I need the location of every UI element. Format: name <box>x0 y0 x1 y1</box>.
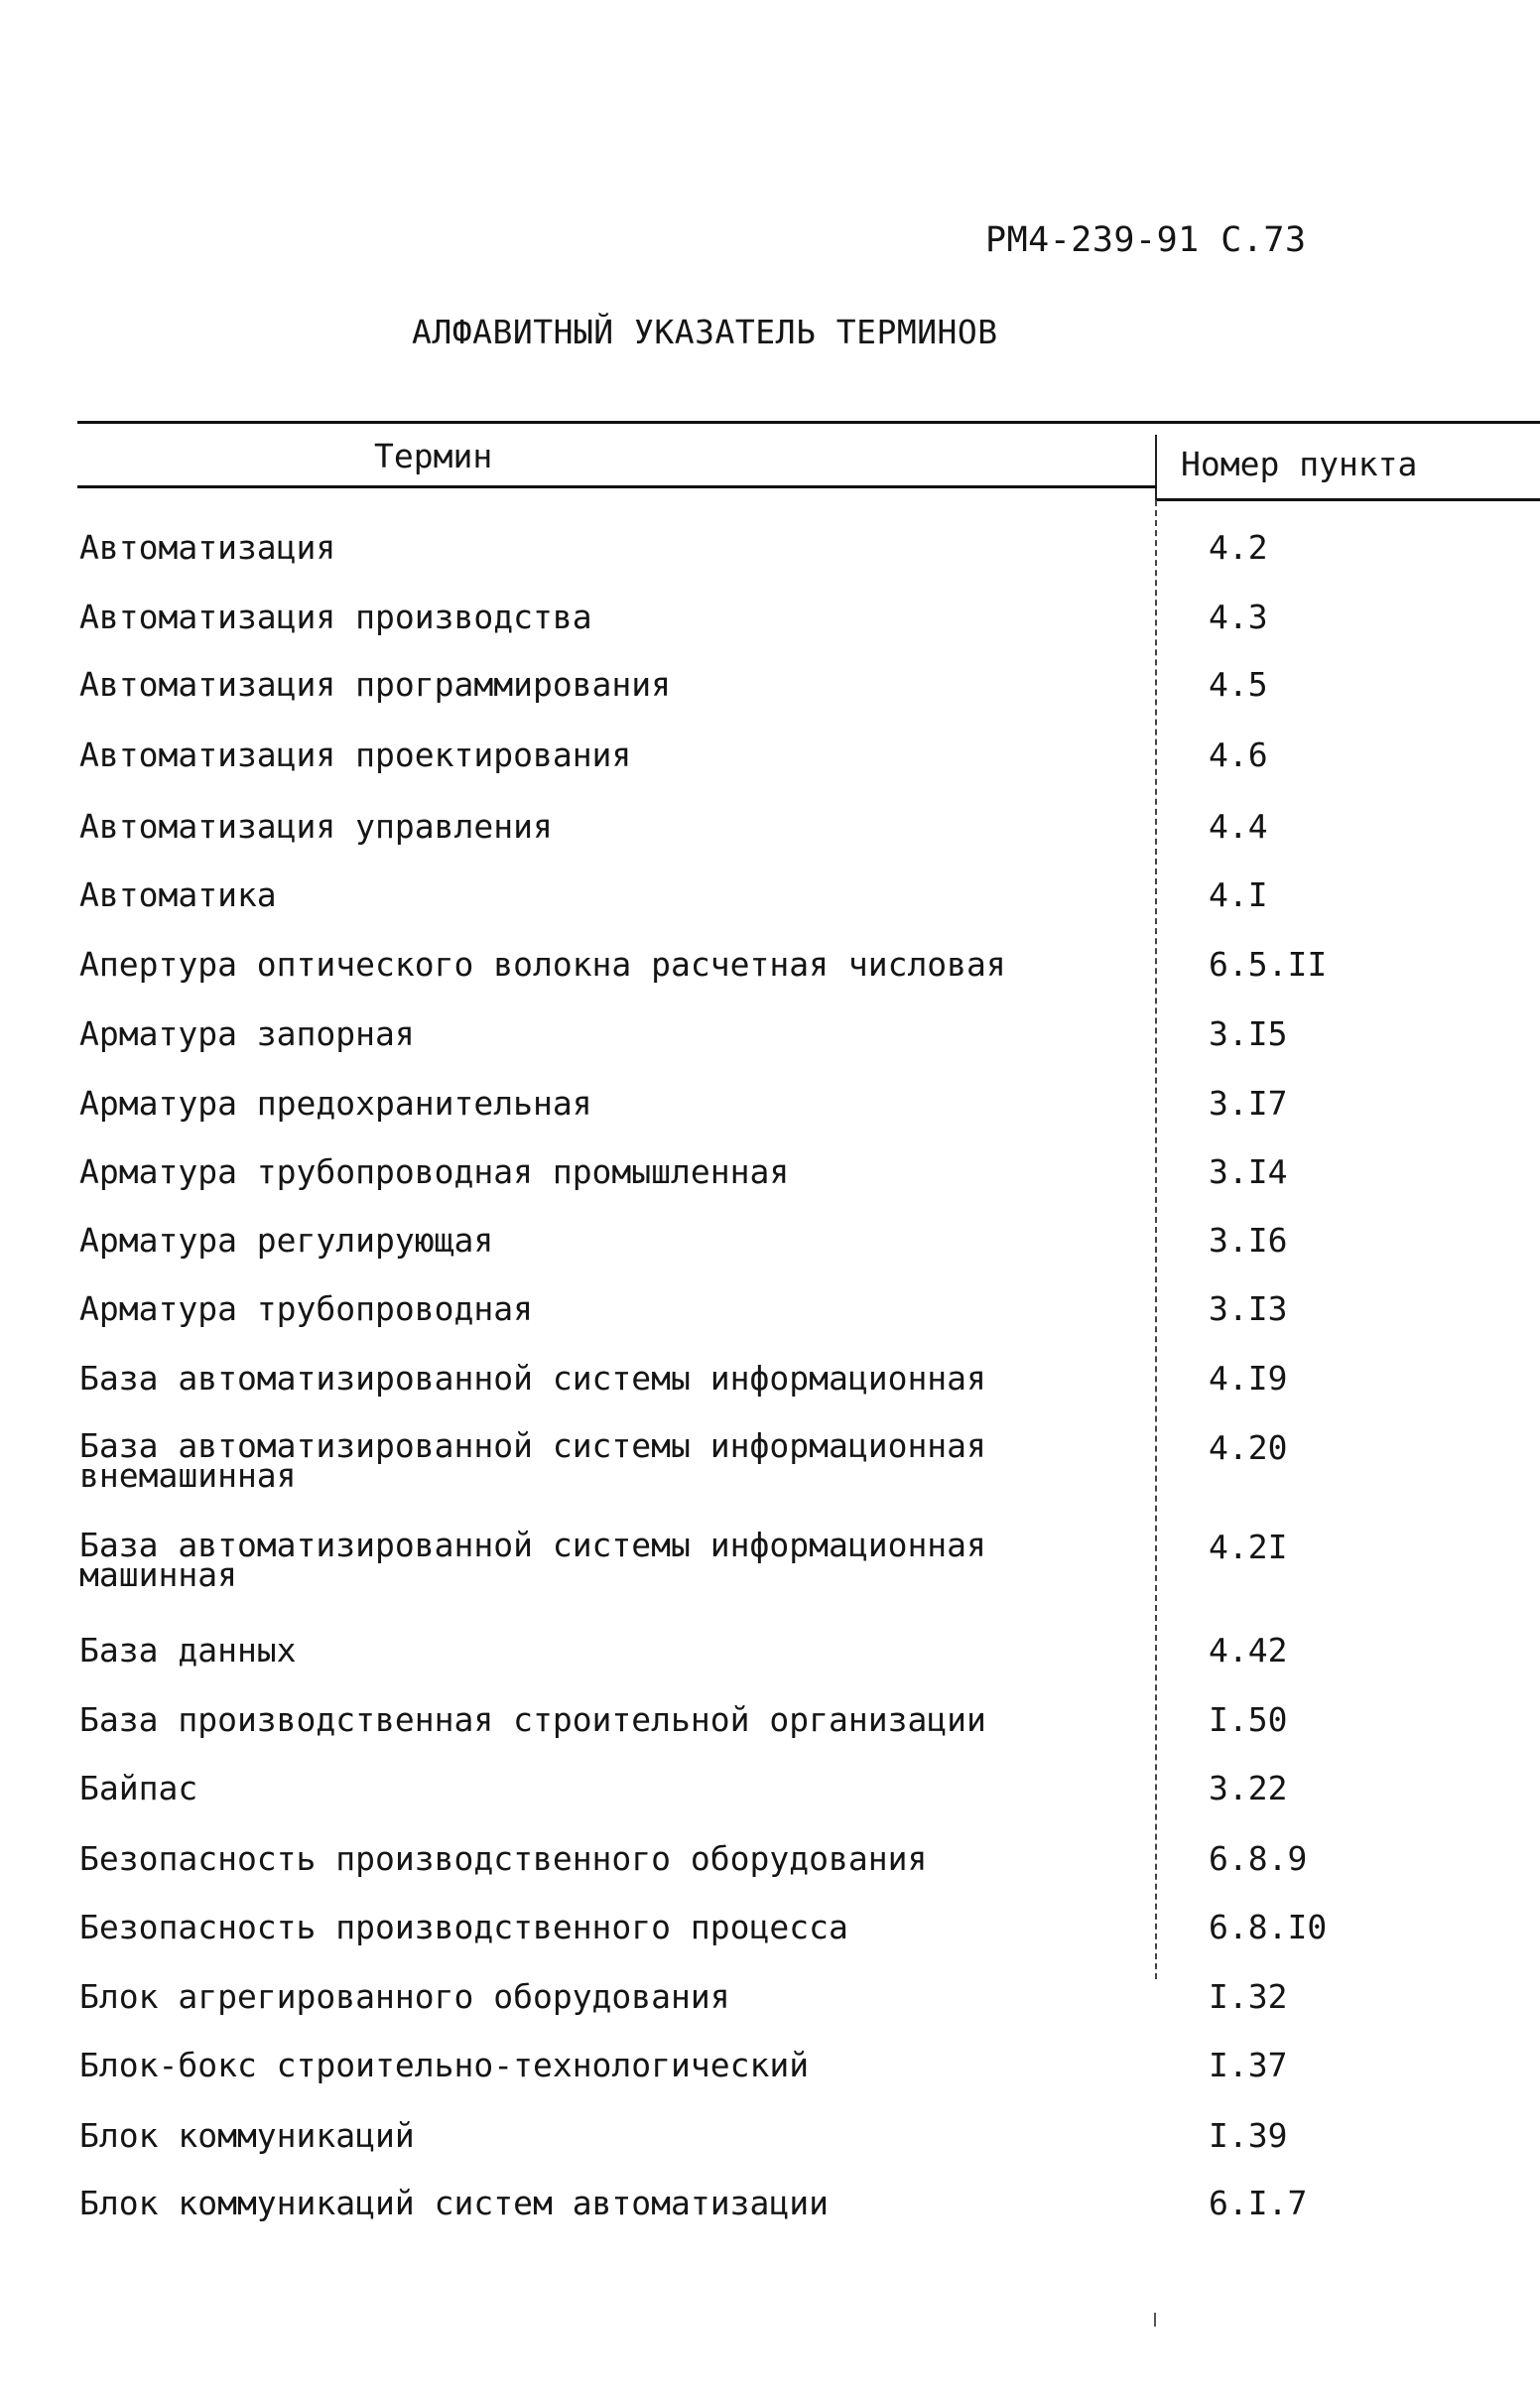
term-text: Арматура регулирующая <box>79 1221 494 1260</box>
item-number: 4.5 <box>1209 665 1268 704</box>
term-text: Блок коммуникаций <box>79 2116 415 2155</box>
item-number: 3.22 <box>1209 1769 1288 1807</box>
item-number: 6.5.II <box>1209 945 1328 984</box>
item-number: 6.8.9 <box>1209 1839 1308 1878</box>
term-text: Автоматизация <box>79 528 336 567</box>
item-number: 3.I6 <box>1209 1221 1288 1260</box>
item-number: 4.3 <box>1209 598 1268 636</box>
item-number: I.39 <box>1209 2116 1288 2155</box>
term-text: Арматура трубопроводная <box>79 1289 533 1328</box>
item-number: 4.6 <box>1209 735 1268 774</box>
item-number: I.50 <box>1209 1700 1288 1739</box>
term-text: Байпас <box>79 1769 198 1807</box>
column-header-number: Номер пункта <box>1181 445 1418 483</box>
item-number: I.32 <box>1209 1977 1288 2016</box>
term-text: База автоматизированной системы информационная внемашинная <box>79 1426 986 1495</box>
term-text: База данных <box>79 1631 297 1669</box>
column-divider-header <box>1155 435 1157 500</box>
item-number: 4.2I <box>1209 1528 1288 1566</box>
page-header: РМ4-239-91 С.73 <box>985 220 1307 260</box>
term-text: Автоматизация программирования <box>79 665 672 704</box>
scan-tick-mark <box>1154 2313 1156 2327</box>
item-number: 3.I4 <box>1209 1152 1288 1191</box>
item-number: 6.I.7 <box>1209 2184 1308 2222</box>
item-number: 4.I <box>1209 875 1268 914</box>
item-number: 3.I5 <box>1209 1014 1288 1053</box>
term-text: Арматура запорная <box>79 1014 415 1053</box>
item-number: 3.I7 <box>1209 1084 1288 1123</box>
term-text: Безопасность производственного процесса <box>79 1908 848 1946</box>
term-text: Автоматизация производства <box>79 598 592 636</box>
table-header-rule-right <box>1156 498 1540 501</box>
term-text: База автоматизированной системы информационная <box>79 1359 986 1398</box>
term-text: База автоматизированной системы информационная машинная <box>79 1526 986 1594</box>
item-number: 6.8.I0 <box>1209 1908 1328 1946</box>
table-header-rule <box>77 485 1157 488</box>
term-text: Апертура оптического волокна расчетная числовая <box>79 945 1006 984</box>
term-text: Блок агрегированного оборудования <box>79 1977 730 2016</box>
item-number: 4.I9 <box>1209 1359 1288 1398</box>
item-number: 4.20 <box>1209 1428 1288 1467</box>
column-divider <box>1155 500 1159 1979</box>
page-title: АЛФАВИТНЫЙ УКАЗАТЕЛЬ ТЕРМИНОВ <box>412 313 998 351</box>
item-number: 4.2 <box>1209 528 1268 567</box>
table-top-rule <box>77 421 1540 424</box>
term-text: Арматура предохранительная <box>79 1084 592 1123</box>
term-text: Автоматика <box>79 875 277 914</box>
term-text: База производственная строительной организации <box>79 1700 986 1739</box>
item-number: 4.4 <box>1209 807 1268 846</box>
term-text: Автоматизация проектирования <box>79 735 632 774</box>
term-text: Безопасность производственного оборудования <box>79 1839 928 1878</box>
term-text: Арматура трубопроводная промышленная <box>79 1152 790 1191</box>
item-number: I.37 <box>1209 2046 1288 2084</box>
term-text: Блок-бокс строительно-технологический <box>79 2046 810 2084</box>
column-header-term: Термин <box>374 437 493 475</box>
item-number: 4.42 <box>1209 1631 1288 1669</box>
term-text: Автоматизация управления <box>79 807 553 846</box>
item-number: 3.I3 <box>1209 1289 1288 1328</box>
term-text: Блок коммуникаций систем автоматизации <box>79 2184 829 2222</box>
